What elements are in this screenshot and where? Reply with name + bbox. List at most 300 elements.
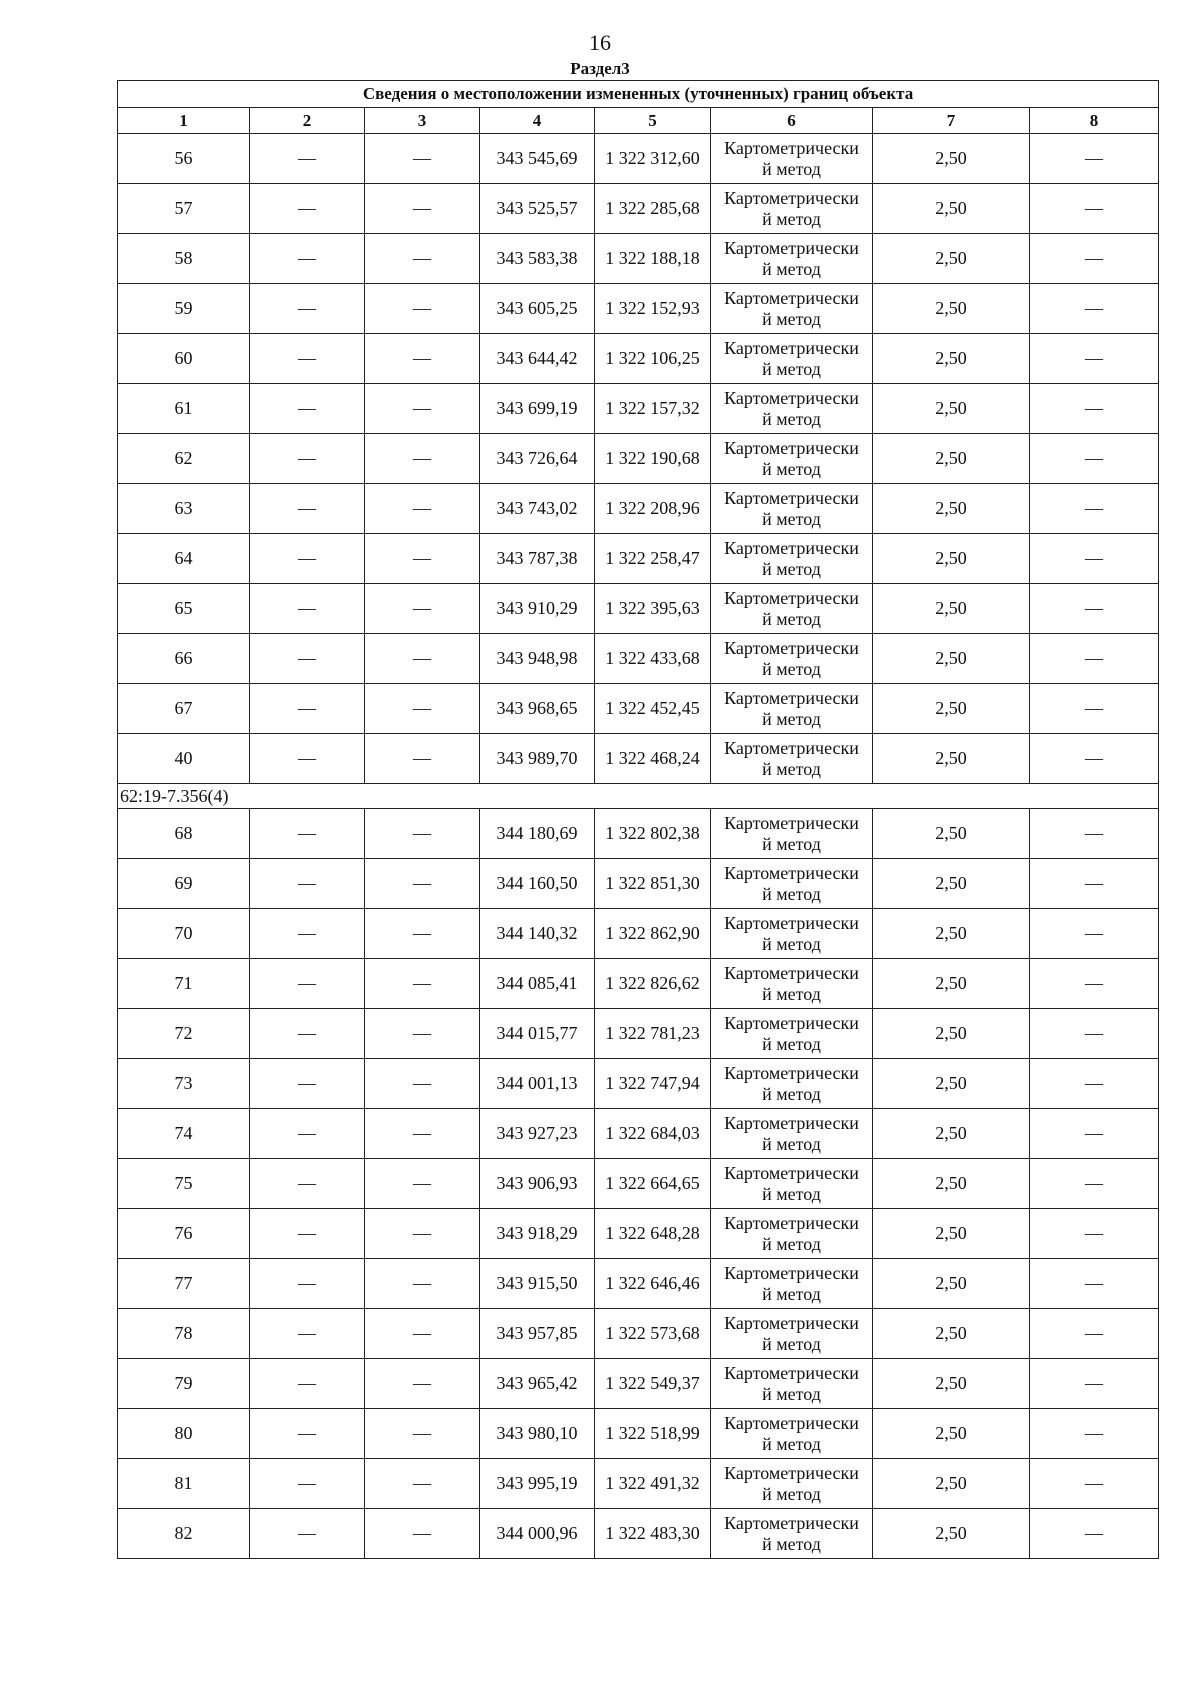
method-line1: Картометрически bbox=[724, 912, 859, 933]
point-number-cell: 68 bbox=[118, 809, 250, 859]
method-line1: Картометрически bbox=[724, 1112, 859, 1133]
col2-dash-cell: — bbox=[250, 184, 365, 234]
y-coordinate-cell: 1 322 188,18 bbox=[595, 234, 711, 284]
method-line1: Картометрически bbox=[724, 962, 859, 983]
method-line1: Картометрически bbox=[724, 587, 859, 608]
point-number-cell: 75 bbox=[118, 1159, 250, 1209]
col2-dash-cell: — bbox=[250, 1359, 365, 1409]
col3-dash-cell: — bbox=[365, 1509, 480, 1559]
method-line2: й метод bbox=[762, 158, 821, 179]
table-row bbox=[118, 1059, 1159, 1109]
x-coordinate-cell: 344 015,77 bbox=[480, 1009, 595, 1059]
method-line2: й метод bbox=[762, 358, 821, 379]
method-line2: й метод bbox=[762, 1183, 821, 1204]
method-cell bbox=[711, 1009, 873, 1059]
table-row bbox=[118, 859, 1159, 909]
x-coordinate-cell: 343 995,19 bbox=[480, 1459, 595, 1509]
method-line1: Картометрически bbox=[724, 1512, 859, 1533]
y-coordinate-cell: 1 322 190,68 bbox=[595, 434, 711, 484]
table-row bbox=[118, 734, 1159, 784]
table-row bbox=[118, 909, 1159, 959]
x-coordinate-cell: 343 948,98 bbox=[480, 634, 595, 684]
method-cell bbox=[711, 134, 873, 184]
method-cell bbox=[711, 384, 873, 434]
x-coordinate-cell: 343 545,69 bbox=[480, 134, 595, 184]
col2-dash-cell: — bbox=[250, 1309, 365, 1359]
column-header-5: 5 bbox=[595, 108, 711, 134]
col2-dash-cell: — bbox=[250, 234, 365, 284]
method-line2: й метод bbox=[762, 708, 821, 729]
method-line1: Картометрически bbox=[724, 137, 859, 158]
y-coordinate-cell: 1 322 573,68 bbox=[595, 1309, 711, 1359]
accuracy-cell: 2,50 bbox=[873, 684, 1030, 734]
table-row bbox=[118, 584, 1159, 634]
y-coordinate-cell: 1 322 648,28 bbox=[595, 1209, 711, 1259]
point-number-cell: 70 bbox=[118, 909, 250, 959]
col2-dash-cell: — bbox=[250, 1109, 365, 1159]
col2-dash-cell: — bbox=[250, 534, 365, 584]
method-line1: Картометрически bbox=[724, 737, 859, 758]
method-line2: й метод bbox=[762, 508, 821, 529]
method-cell bbox=[711, 1109, 873, 1159]
col3-dash-cell: — bbox=[365, 1259, 480, 1309]
x-coordinate-cell: 344 001,13 bbox=[480, 1059, 595, 1109]
method-cell bbox=[711, 1309, 873, 1359]
col3-dash-cell: — bbox=[365, 134, 480, 184]
point-number-cell: 74 bbox=[118, 1109, 250, 1159]
column-header-2: 2 bbox=[250, 108, 365, 134]
table-row bbox=[118, 684, 1159, 734]
point-number-cell: 56 bbox=[118, 134, 250, 184]
method-line2: й метод bbox=[762, 308, 821, 329]
x-coordinate-cell: 344 160,50 bbox=[480, 859, 595, 909]
group-header-row bbox=[118, 784, 1159, 809]
x-coordinate-cell: 343 583,38 bbox=[480, 234, 595, 284]
col8-dash-cell: — bbox=[1030, 334, 1159, 384]
column-header-7: 7 bbox=[873, 108, 1030, 134]
col8-dash-cell: — bbox=[1030, 959, 1159, 1009]
table-row bbox=[118, 1459, 1159, 1509]
col2-dash-cell: — bbox=[250, 334, 365, 384]
point-number-cell: 82 bbox=[118, 1509, 250, 1559]
method-cell bbox=[711, 859, 873, 909]
method-line2: й метод bbox=[762, 558, 821, 579]
table-row bbox=[118, 1359, 1159, 1409]
table-row bbox=[118, 534, 1159, 584]
accuracy-cell: 2,50 bbox=[873, 484, 1030, 534]
method-line2: й метод bbox=[762, 208, 821, 229]
accuracy-cell: 2,50 bbox=[873, 734, 1030, 784]
table-row bbox=[118, 334, 1159, 384]
point-number-cell: 77 bbox=[118, 1259, 250, 1309]
point-number-cell: 59 bbox=[118, 284, 250, 334]
method-line2: й метод bbox=[762, 758, 821, 779]
method-line2: й метод bbox=[762, 1033, 821, 1054]
col8-dash-cell: — bbox=[1030, 1509, 1159, 1559]
table-row bbox=[118, 434, 1159, 484]
x-coordinate-cell: 343 918,29 bbox=[480, 1209, 595, 1259]
x-coordinate-cell: 343 699,19 bbox=[480, 384, 595, 434]
method-line1: Картометрически bbox=[724, 862, 859, 883]
col8-dash-cell: — bbox=[1030, 134, 1159, 184]
col3-dash-cell: — bbox=[365, 484, 480, 534]
y-coordinate-cell: 1 322 802,38 bbox=[595, 809, 711, 859]
point-number-cell: 40 bbox=[118, 734, 250, 784]
col2-dash-cell: — bbox=[250, 809, 365, 859]
col8-dash-cell: — bbox=[1030, 1159, 1159, 1209]
x-coordinate-cell: 343 525,57 bbox=[480, 184, 595, 234]
accuracy-cell: 2,50 bbox=[873, 284, 1030, 334]
y-coordinate-cell: 1 322 684,03 bbox=[595, 1109, 711, 1159]
method-line1: Картометрически bbox=[724, 812, 859, 833]
x-coordinate-cell: 343 910,29 bbox=[480, 584, 595, 634]
col8-dash-cell: — bbox=[1030, 434, 1159, 484]
method-cell bbox=[711, 1259, 873, 1309]
table-row bbox=[118, 959, 1159, 1009]
point-number-cell: 67 bbox=[118, 684, 250, 734]
method-line1: Картометрически bbox=[724, 1412, 859, 1433]
column-header-row bbox=[118, 108, 1159, 134]
accuracy-cell: 2,50 bbox=[873, 1359, 1030, 1409]
column-header-6: 6 bbox=[711, 108, 873, 134]
method-cell bbox=[711, 584, 873, 634]
x-coordinate-cell: 343 605,25 bbox=[480, 284, 595, 334]
x-coordinate-cell: 343 989,70 bbox=[480, 734, 595, 784]
method-line1: Картометрически bbox=[724, 387, 859, 408]
method-line2: й метод bbox=[762, 833, 821, 854]
method-line2: й метод bbox=[762, 658, 821, 679]
col3-dash-cell: — bbox=[365, 1059, 480, 1109]
y-coordinate-cell: 1 322 285,68 bbox=[595, 184, 711, 234]
method-cell bbox=[711, 484, 873, 534]
accuracy-cell: 2,50 bbox=[873, 1509, 1030, 1559]
col3-dash-cell: — bbox=[365, 434, 480, 484]
col2-dash-cell: — bbox=[250, 634, 365, 684]
col8-dash-cell: — bbox=[1030, 1459, 1159, 1509]
col3-dash-cell: — bbox=[365, 1009, 480, 1059]
col3-dash-cell: — bbox=[365, 534, 480, 584]
method-line2: й метод bbox=[762, 1233, 821, 1254]
point-number-cell: 65 bbox=[118, 584, 250, 634]
col3-dash-cell: — bbox=[365, 734, 480, 784]
accuracy-cell: 2,50 bbox=[873, 909, 1030, 959]
x-coordinate-cell: 343 787,38 bbox=[480, 534, 595, 584]
method-line1: Картометрически bbox=[724, 337, 859, 358]
col2-dash-cell: — bbox=[250, 284, 365, 334]
y-coordinate-cell: 1 322 664,65 bbox=[595, 1159, 711, 1209]
method-line1: Картометрически bbox=[724, 237, 859, 258]
page-number: 16 bbox=[589, 30, 611, 55]
table-row bbox=[118, 484, 1159, 534]
col2-dash-cell: — bbox=[250, 684, 365, 734]
point-number-cell: 81 bbox=[118, 1459, 250, 1509]
y-coordinate-cell: 1 322 157,32 bbox=[595, 384, 711, 434]
col8-dash-cell: — bbox=[1030, 1009, 1159, 1059]
col8-dash-cell: — bbox=[1030, 909, 1159, 959]
method-cell bbox=[711, 684, 873, 734]
col3-dash-cell: — bbox=[365, 959, 480, 1009]
method-line1: Картометрически bbox=[724, 437, 859, 458]
col3-dash-cell: — bbox=[365, 1209, 480, 1259]
col8-dash-cell: — bbox=[1030, 734, 1159, 784]
table-caption: Сведения о местоположении измененных (уточненных) границ объекта bbox=[118, 81, 1159, 108]
col8-dash-cell: — bbox=[1030, 684, 1159, 734]
col3-dash-cell: — bbox=[365, 334, 480, 384]
col8-dash-cell: — bbox=[1030, 1259, 1159, 1309]
col3-dash-cell: — bbox=[365, 909, 480, 959]
method-cell bbox=[711, 1159, 873, 1209]
method-cell bbox=[711, 734, 873, 784]
y-coordinate-cell: 1 322 258,47 bbox=[595, 534, 711, 584]
table-row bbox=[118, 1159, 1159, 1209]
table-row bbox=[118, 809, 1159, 859]
col2-dash-cell: — bbox=[250, 859, 365, 909]
col2-dash-cell: — bbox=[250, 1259, 365, 1309]
col8-dash-cell: — bbox=[1030, 484, 1159, 534]
col8-dash-cell: — bbox=[1030, 234, 1159, 284]
point-number-cell: 62 bbox=[118, 434, 250, 484]
table-row bbox=[118, 234, 1159, 284]
method-line2: й метод bbox=[762, 1533, 821, 1554]
method-line2: й метод bbox=[762, 258, 821, 279]
table-row bbox=[118, 1509, 1159, 1559]
col2-dash-cell: — bbox=[250, 1509, 365, 1559]
col8-dash-cell: — bbox=[1030, 584, 1159, 634]
col2-dash-cell: — bbox=[250, 909, 365, 959]
method-line2: й метод bbox=[762, 933, 821, 954]
method-line2: й метод bbox=[762, 1333, 821, 1354]
x-coordinate-cell: 343 743,02 bbox=[480, 484, 595, 534]
accuracy-cell: 2,50 bbox=[873, 334, 1030, 384]
method-line2: й метод bbox=[762, 1433, 821, 1454]
method-cell bbox=[711, 909, 873, 959]
accuracy-cell: 2,50 bbox=[873, 534, 1030, 584]
col2-dash-cell: — bbox=[250, 1009, 365, 1059]
accuracy-cell: 2,50 bbox=[873, 1259, 1030, 1309]
col8-dash-cell: — bbox=[1030, 284, 1159, 334]
point-number-cell: 72 bbox=[118, 1009, 250, 1059]
table-row bbox=[118, 1259, 1159, 1309]
method-line2: й метод bbox=[762, 1283, 821, 1304]
method-line2: й метод bbox=[762, 1483, 821, 1504]
col3-dash-cell: — bbox=[365, 809, 480, 859]
accuracy-cell: 2,50 bbox=[873, 959, 1030, 1009]
point-number-cell: 71 bbox=[118, 959, 250, 1009]
y-coordinate-cell: 1 322 395,63 bbox=[595, 584, 711, 634]
table-row bbox=[118, 1309, 1159, 1359]
col2-dash-cell: — bbox=[250, 1059, 365, 1109]
y-coordinate-cell: 1 322 851,30 bbox=[595, 859, 711, 909]
x-coordinate-cell: 343 957,85 bbox=[480, 1309, 595, 1359]
col2-dash-cell: — bbox=[250, 959, 365, 1009]
accuracy-cell: 2,50 bbox=[873, 1159, 1030, 1209]
method-cell bbox=[711, 234, 873, 284]
table-row bbox=[118, 1009, 1159, 1059]
col8-dash-cell: — bbox=[1030, 1059, 1159, 1109]
method-cell bbox=[711, 534, 873, 584]
col3-dash-cell: — bbox=[365, 634, 480, 684]
method-cell bbox=[711, 1359, 873, 1409]
col3-dash-cell: — bbox=[365, 1159, 480, 1209]
method-line1: Картометрически bbox=[724, 487, 859, 508]
accuracy-cell: 2,50 bbox=[873, 1459, 1030, 1509]
accuracy-cell: 2,50 bbox=[873, 134, 1030, 184]
col2-dash-cell: — bbox=[250, 1159, 365, 1209]
col8-dash-cell: — bbox=[1030, 384, 1159, 434]
table-body bbox=[118, 134, 1159, 1559]
x-coordinate-cell: 344 085,41 bbox=[480, 959, 595, 1009]
table-row bbox=[118, 184, 1159, 234]
method-line2: й метод bbox=[762, 608, 821, 629]
accuracy-cell: 2,50 bbox=[873, 184, 1030, 234]
x-coordinate-cell: 343 726,64 bbox=[480, 434, 595, 484]
col8-dash-cell: — bbox=[1030, 534, 1159, 584]
column-header-3: 3 bbox=[365, 108, 480, 134]
col8-dash-cell: — bbox=[1030, 184, 1159, 234]
point-number-cell: 78 bbox=[118, 1309, 250, 1359]
y-coordinate-cell: 1 322 106,25 bbox=[595, 334, 711, 384]
col2-dash-cell: — bbox=[250, 484, 365, 534]
point-number-cell: 57 bbox=[118, 184, 250, 234]
y-coordinate-cell: 1 322 433,68 bbox=[595, 634, 711, 684]
y-coordinate-cell: 1 322 549,37 bbox=[595, 1359, 711, 1409]
x-coordinate-cell: 343 968,65 bbox=[480, 684, 595, 734]
y-coordinate-cell: 1 322 646,46 bbox=[595, 1259, 711, 1309]
y-coordinate-cell: 1 322 826,62 bbox=[595, 959, 711, 1009]
method-line2: й метод bbox=[762, 1083, 821, 1104]
column-header-8: 8 bbox=[1030, 108, 1159, 134]
method-cell bbox=[711, 1209, 873, 1259]
y-coordinate-cell: 1 322 862,90 bbox=[595, 909, 711, 959]
column-header-1: 1 bbox=[118, 108, 250, 134]
x-coordinate-cell: 343 915,50 bbox=[480, 1259, 595, 1309]
x-coordinate-cell: 343 644,42 bbox=[480, 334, 595, 384]
y-coordinate-cell: 1 322 781,23 bbox=[595, 1009, 711, 1059]
col8-dash-cell: — bbox=[1030, 1309, 1159, 1359]
x-coordinate-cell: 343 906,93 bbox=[480, 1159, 595, 1209]
accuracy-cell: 2,50 bbox=[873, 1009, 1030, 1059]
col3-dash-cell: — bbox=[365, 1359, 480, 1409]
col2-dash-cell: — bbox=[250, 584, 365, 634]
col3-dash-cell: — bbox=[365, 1309, 480, 1359]
method-cell bbox=[711, 959, 873, 1009]
col8-dash-cell: — bbox=[1030, 809, 1159, 859]
col8-dash-cell: — bbox=[1030, 1209, 1159, 1259]
method-line1: Картометрически bbox=[724, 1462, 859, 1483]
method-line2: й метод bbox=[762, 408, 821, 429]
method-cell bbox=[711, 434, 873, 484]
y-coordinate-cell: 1 322 208,96 bbox=[595, 484, 711, 534]
accuracy-cell: 2,50 bbox=[873, 434, 1030, 484]
col2-dash-cell: — bbox=[250, 734, 365, 784]
y-coordinate-cell: 1 322 491,32 bbox=[595, 1459, 711, 1509]
accuracy-cell: 2,50 bbox=[873, 1059, 1030, 1109]
col3-dash-cell: — bbox=[365, 384, 480, 434]
y-coordinate-cell: 1 322 747,94 bbox=[595, 1059, 711, 1109]
col8-dash-cell: — bbox=[1030, 1109, 1159, 1159]
table-row bbox=[118, 134, 1159, 184]
table-row bbox=[118, 284, 1159, 334]
col2-dash-cell: — bbox=[250, 384, 365, 434]
method-line1: Картометрически bbox=[724, 287, 859, 308]
x-coordinate-cell: 344 000,96 bbox=[480, 1509, 595, 1559]
accuracy-cell: 2,50 bbox=[873, 1209, 1030, 1259]
method-line1: Картометрически bbox=[724, 1062, 859, 1083]
col8-dash-cell: — bbox=[1030, 634, 1159, 684]
col3-dash-cell: — bbox=[365, 184, 480, 234]
col2-dash-cell: — bbox=[250, 434, 365, 484]
y-coordinate-cell: 1 322 483,30 bbox=[595, 1509, 711, 1559]
point-number-cell: 63 bbox=[118, 484, 250, 534]
col3-dash-cell: — bbox=[365, 284, 480, 334]
boundary-coordinates-table bbox=[117, 80, 1159, 1559]
x-coordinate-cell: 343 965,42 bbox=[480, 1359, 595, 1409]
method-line1: Картометрически bbox=[724, 687, 859, 708]
method-line1: Картометрически bbox=[724, 1212, 859, 1233]
method-line1: Картометрически bbox=[724, 537, 859, 558]
point-number-cell: 73 bbox=[118, 1059, 250, 1109]
method-cell bbox=[711, 809, 873, 859]
x-coordinate-cell: 344 180,69 bbox=[480, 809, 595, 859]
point-number-cell: 60 bbox=[118, 334, 250, 384]
y-coordinate-cell: 1 322 152,93 bbox=[595, 284, 711, 334]
col2-dash-cell: — bbox=[250, 1209, 365, 1259]
method-line2: й метод bbox=[762, 883, 821, 904]
method-cell bbox=[711, 334, 873, 384]
col3-dash-cell: — bbox=[365, 234, 480, 284]
method-cell bbox=[711, 284, 873, 334]
method-line1: Картометрически bbox=[724, 637, 859, 658]
accuracy-cell: 2,50 bbox=[873, 1409, 1030, 1459]
table-row bbox=[118, 1109, 1159, 1159]
method-cell bbox=[711, 1409, 873, 1459]
col3-dash-cell: — bbox=[365, 584, 480, 634]
accuracy-cell: 2,50 bbox=[873, 1309, 1030, 1359]
point-number-cell: 64 bbox=[118, 534, 250, 584]
accuracy-cell: 2,50 bbox=[873, 234, 1030, 284]
col8-dash-cell: — bbox=[1030, 859, 1159, 909]
y-coordinate-cell: 1 322 518,99 bbox=[595, 1409, 711, 1459]
method-cell bbox=[711, 184, 873, 234]
accuracy-cell: 2,50 bbox=[873, 634, 1030, 684]
col3-dash-cell: — bbox=[365, 859, 480, 909]
table-row bbox=[118, 1209, 1159, 1259]
col3-dash-cell: — bbox=[365, 1109, 480, 1159]
method-line2: й метод bbox=[762, 458, 821, 479]
col3-dash-cell: — bbox=[365, 1409, 480, 1459]
method-cell bbox=[711, 634, 873, 684]
method-line1: Картометрически bbox=[724, 1362, 859, 1383]
col8-dash-cell: — bbox=[1030, 1409, 1159, 1459]
method-cell bbox=[711, 1059, 873, 1109]
point-number-cell: 66 bbox=[118, 634, 250, 684]
col2-dash-cell: — bbox=[250, 134, 365, 184]
method-cell bbox=[711, 1459, 873, 1509]
method-line2: й метод bbox=[762, 983, 821, 1004]
section-title: Раздел3 bbox=[570, 59, 630, 78]
point-number-cell: 80 bbox=[118, 1409, 250, 1459]
y-coordinate-cell: 1 322 312,60 bbox=[595, 134, 711, 184]
accuracy-cell: 2,50 bbox=[873, 809, 1030, 859]
method-line1: Картометрически bbox=[724, 1162, 859, 1183]
col8-dash-cell: — bbox=[1030, 1359, 1159, 1409]
group-label: 62:19-7.356(4) bbox=[118, 784, 1159, 809]
x-coordinate-cell: 344 140,32 bbox=[480, 909, 595, 959]
accuracy-cell: 2,50 bbox=[873, 859, 1030, 909]
table-row bbox=[118, 634, 1159, 684]
y-coordinate-cell: 1 322 452,45 bbox=[595, 684, 711, 734]
point-number-cell: 69 bbox=[118, 859, 250, 909]
